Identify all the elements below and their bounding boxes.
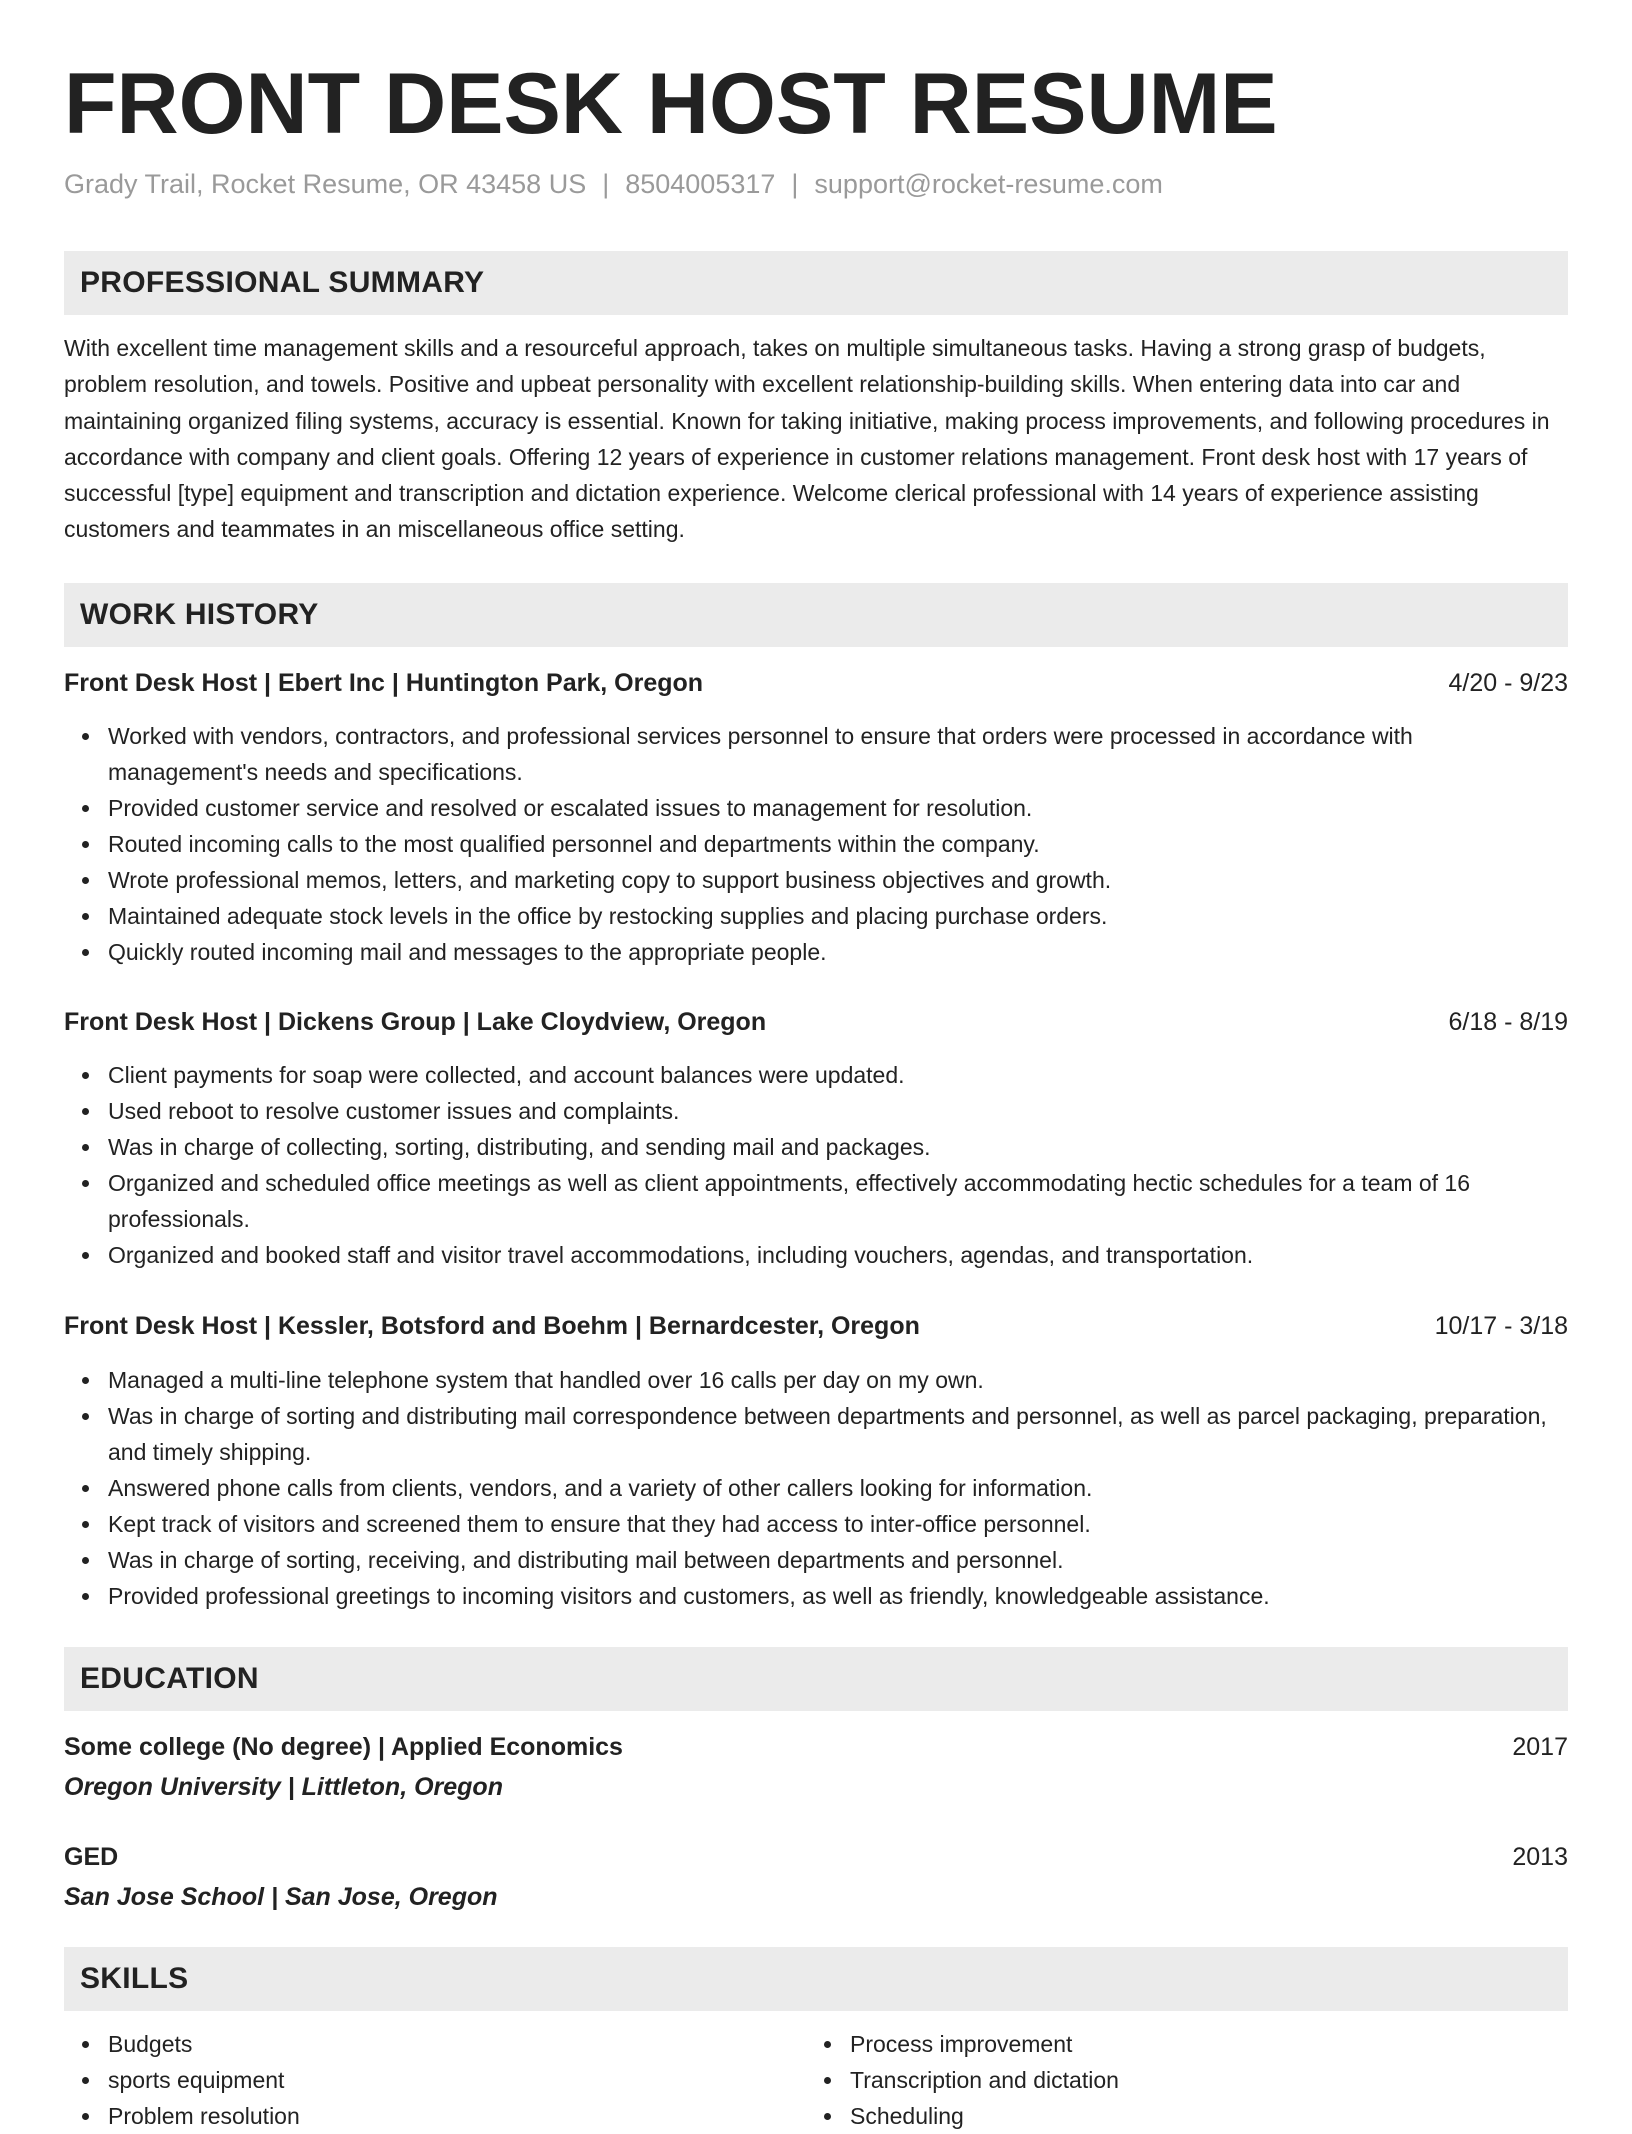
bullet-item: Provided customer service and resolved or escalated issues to management for resolution. — [108, 790, 1568, 826]
skills-section-header — [64, 1947, 1568, 2011]
job-entry-header — [64, 1004, 1568, 1040]
contact-email: support@rocket-resume.com — [814, 169, 1163, 199]
bullet-item: Maintained adequate stock levels in the office by restocking supplies and placing purchase orders. — [108, 898, 1568, 934]
contact-line — [64, 166, 1163, 202]
job-bullets — [64, 1362, 1568, 1614]
education-year: 2017 — [1512, 1733, 1568, 1761]
contact-separator: | — [791, 169, 799, 199]
bullet-item: Worked with vendors, contractors, and professional services personnel to ensure that orders were processed in accordance with management's needs and specifications. — [108, 718, 1568, 790]
bullet-item: Was in charge of sorting and distributing mail correspondence between departments and personnel, as well as parcel packaging, preparation, and timely shipping. — [108, 1398, 1568, 1470]
skill-item: Problem resolution — [108, 2098, 804, 2134]
bullet-item: Answered phone calls from clients, vendors, and a variety of other callers looking for information. — [108, 1470, 1568, 1506]
skill-item: Transcription and dictation — [850, 2062, 1568, 2098]
education-heading: EDUCATION — [80, 1662, 259, 1695]
education-degree: Some college (No degree) | Applied Economics — [64, 1733, 623, 1761]
job-bullets — [64, 1057, 1568, 1273]
education-entry-header — [64, 1729, 1568, 1765]
bullet-item: Organized and booked staff and visitor travel accommodations, including vouchers, agendas, and transportation. — [108, 1237, 1568, 1273]
work-section-header — [64, 583, 1568, 647]
education-entry-header — [64, 1839, 1568, 1875]
resume-title: FRONT DESK HOST RESUME — [64, 56, 1278, 152]
summary-text: With excellent time management skills and a resourceful approach, takes on multiple simultaneous tasks. Having a strong grasp of budgets, problem resolution, and towels. Positive and upbeat personality with excellent relationship-building skills. When entering data into car and maintaining organized filing systems, accuracy is essential. Known for taking initiative, making process improvements, and following procedures in accordance with company and client goals. Offering 12 years of experience in customer relations management. Front desk host with 17 years of successful [type] equipment and transcription and dictation experience. Welcome clerical professional with 14 years of experience assisting customers and teammates in an miscellaneous office setting. — [64, 335, 1550, 543]
bullet-item: Used reboot to resolve customer issues and complaints. — [108, 1093, 1568, 1129]
skill-item: Scheduling — [850, 2098, 1568, 2134]
job-dates: 4/20 - 9/23 — [1448, 669, 1568, 697]
education-school: Oregon University | Littleton, Oregon — [64, 1773, 503, 1801]
job-dates: 10/17 - 3/18 — [1434, 1312, 1568, 1340]
skill-item: Process improvement — [850, 2026, 1568, 2062]
education-year: 2013 — [1512, 1843, 1568, 1871]
skills-list-right — [806, 2026, 1568, 2134]
bullet-item: Client payments for soap were collected, and account balances were updated. — [108, 1057, 1568, 1093]
job-title: Front Desk Host | Dickens Group | Lake Cloydview, Oregon — [64, 1008, 767, 1036]
job-entry-header — [64, 665, 1568, 701]
contact-phone: 8504005317 — [625, 169, 776, 199]
contact-address: Grady Trail, Rocket Resume, OR 43458 US — [64, 169, 587, 199]
bullet-item: Organized and scheduled office meetings as well as client appointments, effectively accommodating hectic schedules for a team of 16 professionals. — [108, 1165, 1568, 1237]
bullet-item: Managed a multi-line telephone system that handled over 16 calls per day on my own. — [108, 1362, 1568, 1398]
summary-section-header — [64, 251, 1568, 315]
education-degree: GED — [64, 1843, 119, 1871]
summary-heading: PROFESSIONAL SUMMARY — [80, 266, 485, 299]
job-title: Front Desk Host | Ebert Inc | Huntington Park, Oregon — [64, 669, 704, 697]
skill-item: sports equipment — [108, 2062, 804, 2098]
bullet-item: Was in charge of collecting, sorting, distributing, and sending mail and packages. — [108, 1129, 1568, 1165]
skill-item: Budgets — [108, 2026, 804, 2062]
bullet-item: Provided professional greetings to incoming visitors and customers, as well as friendly, knowledgeable assistance. — [108, 1578, 1568, 1614]
job-entry-header — [64, 1308, 1568, 1344]
job-title: Front Desk Host | Kessler, Botsford and Boehm | Bernardcester, Oregon — [64, 1312, 920, 1340]
skills-heading: SKILLS — [80, 1962, 189, 1995]
education-section-header — [64, 1647, 1568, 1711]
education-school: San Jose School | San Jose, Oregon — [64, 1883, 498, 1911]
job-dates: 6/18 - 8/19 — [1448, 1008, 1568, 1036]
bullet-item: Routed incoming calls to the most qualified personnel and departments within the company. — [108, 826, 1568, 862]
job-bullets — [64, 718, 1568, 970]
bullet-item: Was in charge of sorting, receiving, and distributing mail between departments and personnel. — [108, 1542, 1568, 1578]
skills-list-left — [64, 2026, 804, 2134]
contact-separator: | — [602, 169, 610, 199]
bullet-item: Wrote professional memos, letters, and marketing copy to support business objectives and growth. — [108, 862, 1568, 898]
bullet-item: Kept track of visitors and screened them to ensure that they had access to inter-office personnel. — [108, 1506, 1568, 1542]
bullet-item: Quickly routed incoming mail and messages to the appropriate people. — [108, 934, 1568, 970]
work-heading: WORK HISTORY — [80, 598, 319, 631]
